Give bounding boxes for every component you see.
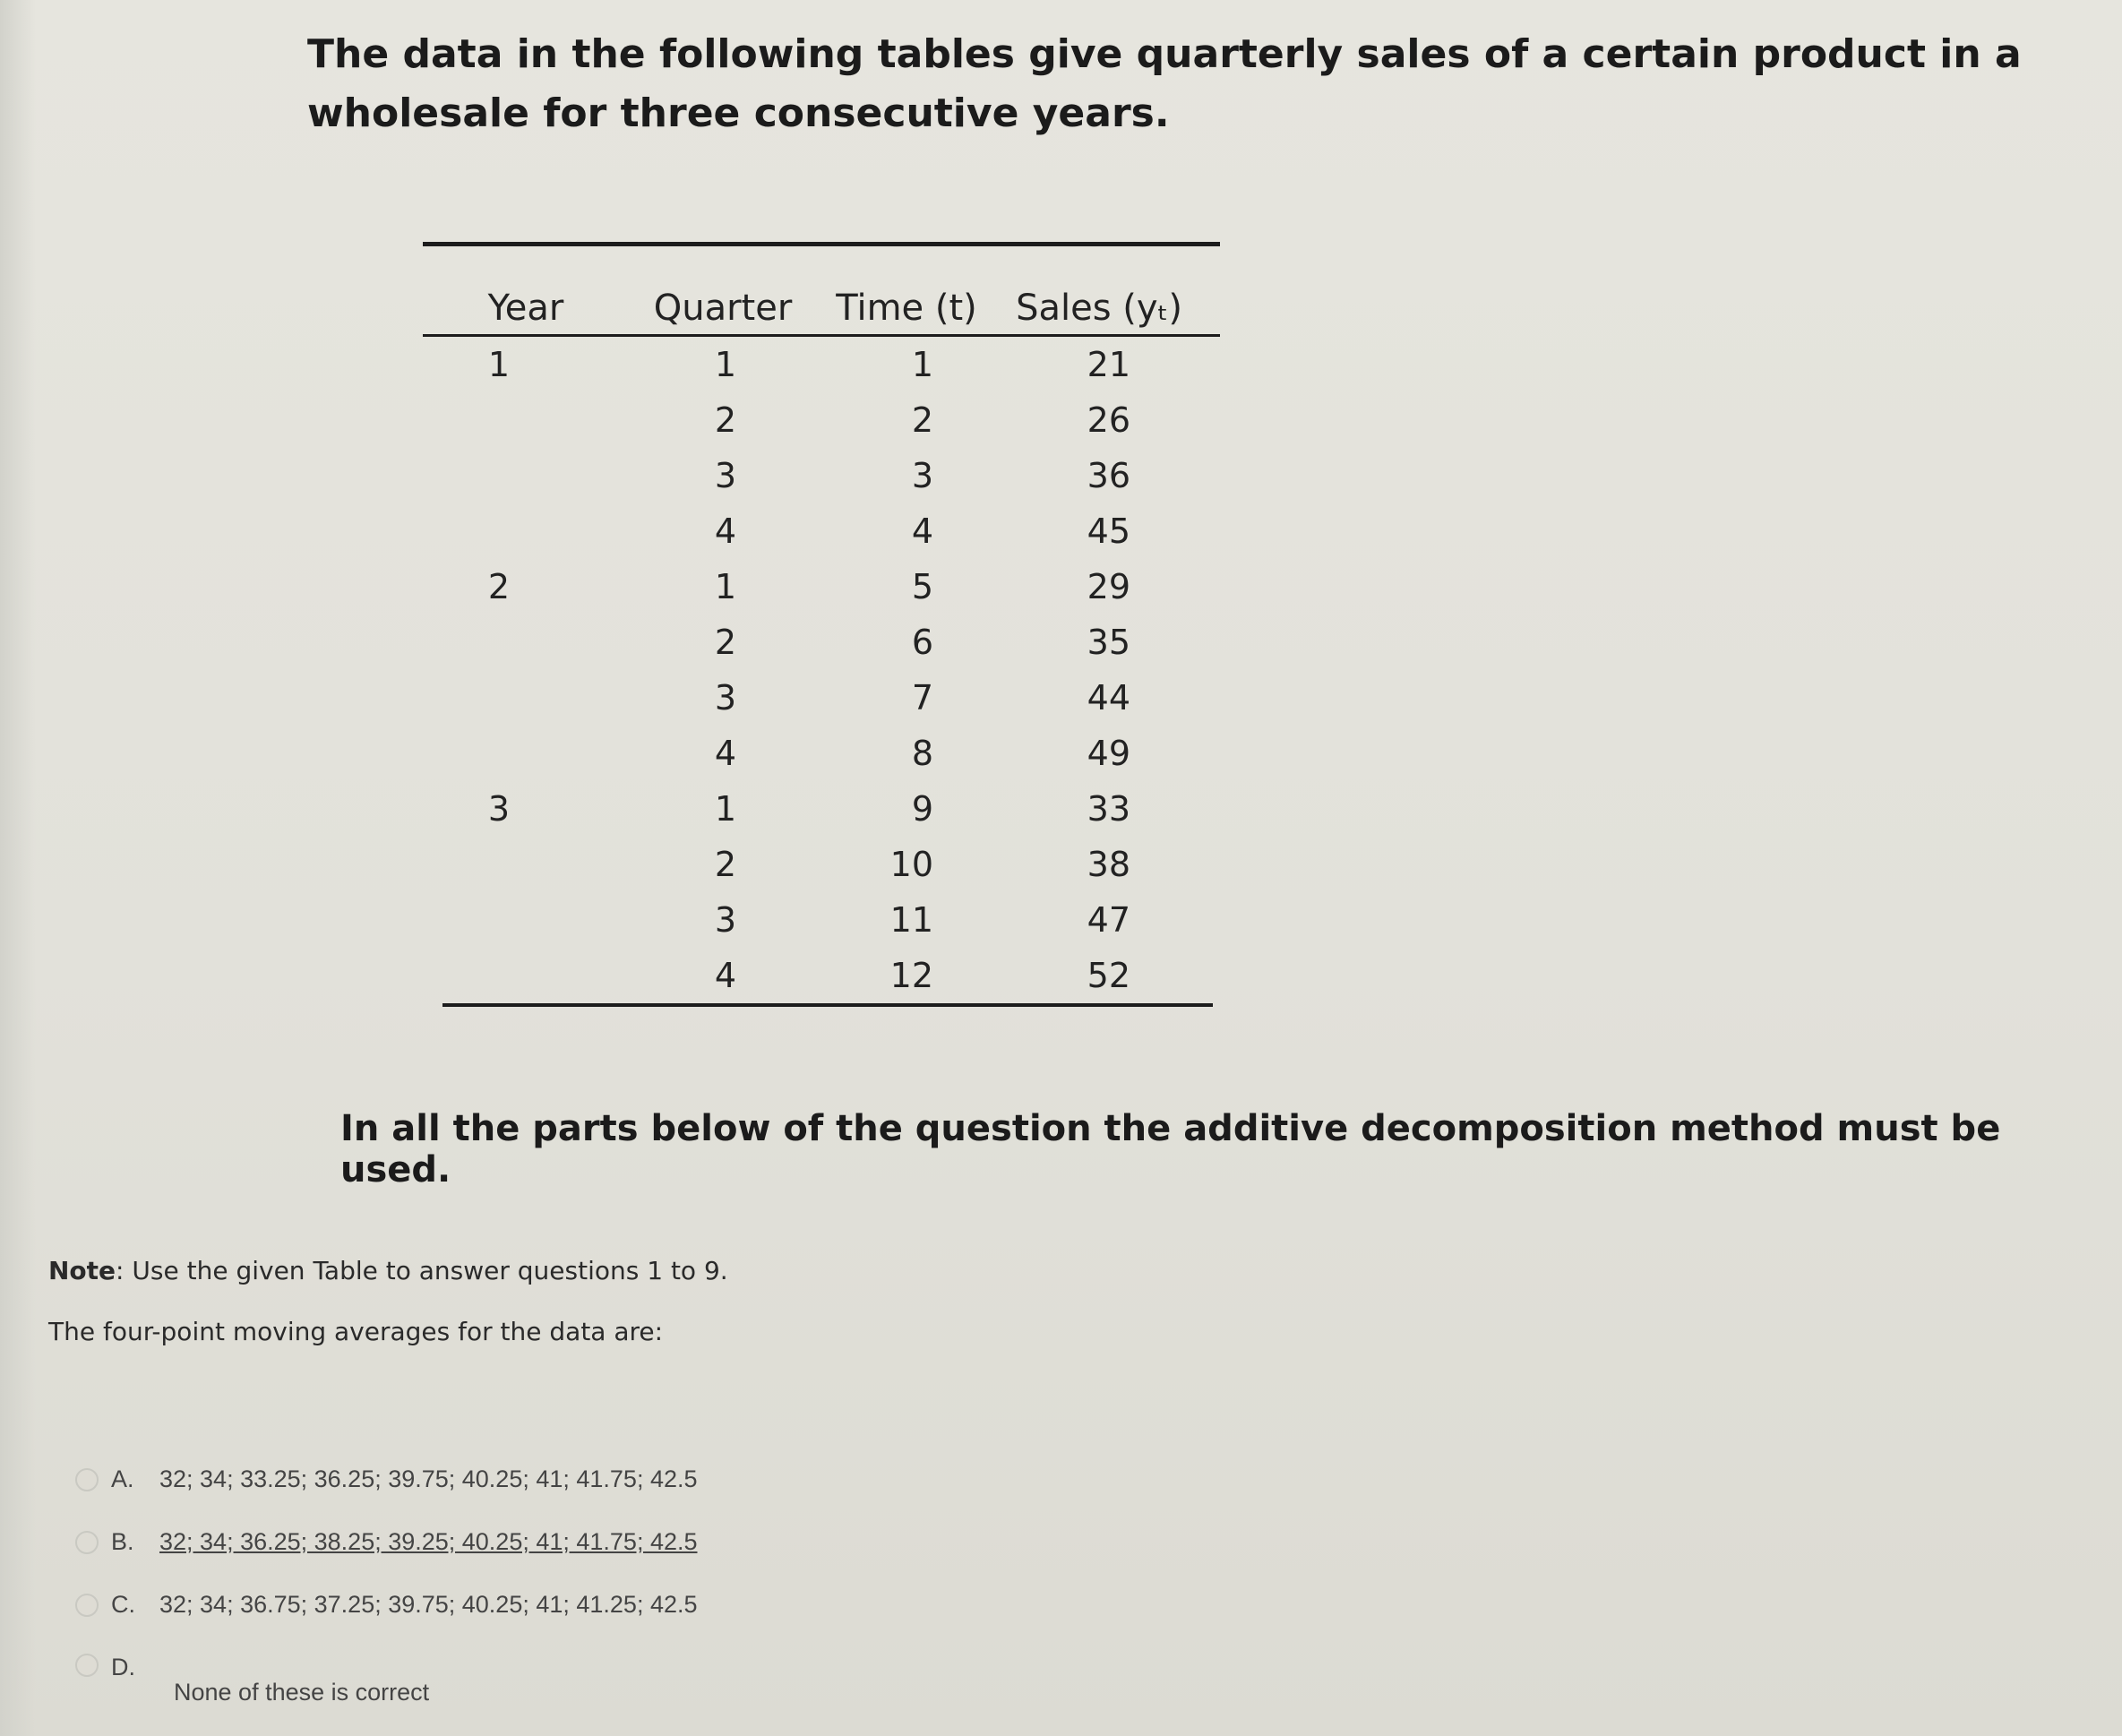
cell-quarter: 4 [714,511,736,551]
table-row [423,392,1220,448]
cell-time: 4 [911,511,933,551]
table-row [423,559,1220,614]
cell-time: 10 [889,845,933,884]
cell-time: 8 [911,734,933,773]
option-c[interactable] [75,1591,698,1619]
cell-quarter: 2 [714,400,736,440]
cell-quarter: 4 [714,956,736,995]
cell-sales: 49 [1087,734,1130,773]
table-header-row [423,279,1220,334]
cell-year: 2 [487,567,511,606]
cell-sales: 36 [1087,456,1130,495]
cell-time: 9 [911,789,933,829]
cell-sales: 45 [1087,511,1130,551]
cell-time: 5 [911,567,933,606]
cell-sales: 21 [1087,345,1130,384]
cell-quarter: 3 [714,456,736,495]
cell-sales: 44 [1087,678,1130,718]
cell-time: 6 [911,623,933,662]
table-bottom-rule [442,1003,1213,1007]
note-text [48,1256,728,1285]
cell-time: 2 [911,400,933,440]
cell-quarter: 3 [714,678,736,718]
table-top-rule [423,242,1220,246]
instruction-text: In all the parts below of the question the additive decomposition method must be used. [340,1108,2001,1190]
page-edge-shadow [0,0,36,1736]
cell-sales: 47 [1087,900,1130,940]
cell-year: 1 [487,345,511,384]
question-text: The four-point moving averages for the data are: [48,1317,664,1346]
option-b[interactable] [75,1528,698,1556]
table-row [423,781,1220,837]
cell-sales: 29 [1087,567,1130,606]
table-row [423,337,1220,392]
option-a-radio[interactable] [75,1468,99,1491]
intro-text: The data in the following tables give quarterly sales of a certain product in a wholesale for three consecutive years. [307,31,2022,136]
table-row [423,726,1220,781]
cell-sales: 35 [1087,623,1130,662]
cell-sales: 33 [1087,789,1130,829]
cell-quarter: 4 [714,734,736,773]
cell-quarter: 1 [714,345,736,384]
table-row [423,614,1220,670]
option-a[interactable] [75,1465,698,1493]
cell-time: 12 [889,956,933,995]
cell-sales: 38 [1087,845,1130,884]
cell-sales: 52 [1087,956,1130,995]
cell-time: 11 [889,900,933,940]
header-time: Time (t) [836,288,977,329]
option-a-text: 32; 34; 33.25; 36.25; 39.75; 40.25; 41; 41.75; 42.5 [159,1465,698,1492]
cell-quarter: 2 [714,623,736,662]
option-b-text: 32; 34; 36.25; 38.25; 39.25; 40.25; 41; 41.75; 42.5 [159,1528,698,1555]
note-body: : Use the given Table to answer questions 1 to 9. [116,1256,728,1285]
note-label: Note [48,1256,116,1285]
header-quarter: Quarter [653,288,793,329]
option-c-text: 32; 34; 36.75; 37.25; 39.75; 40.25; 41; 41.25; 42.5 [159,1591,698,1618]
cell-quarter: 1 [714,567,736,606]
option-b-radio[interactable] [75,1531,99,1554]
option-d-text: None of these is correct [174,1679,430,1706]
cell-time: 1 [911,345,933,384]
header-sales: Sales (yₜ) [1016,288,1182,329]
cell-year: 3 [487,789,511,829]
table-row [423,892,1220,948]
option-c-radio[interactable] [75,1594,99,1617]
table-row [423,448,1220,503]
cell-quarter: 3 [714,900,736,940]
cell-time: 7 [911,678,933,718]
header-year: Year [487,288,564,329]
option-a-letter: A. [111,1465,134,1492]
table-row [423,948,1220,1003]
cell-quarter: 1 [714,789,736,829]
option-d[interactable] [75,1654,429,1706]
cell-time: 3 [911,456,933,495]
table-body [423,337,1220,1003]
option-c-letter: C. [111,1591,135,1618]
table-row [423,837,1220,892]
option-d-letter: D. [111,1654,135,1680]
cell-sales: 26 [1087,400,1130,440]
option-b-letter: B. [111,1528,134,1555]
table-row [423,503,1220,559]
table-row [423,670,1220,726]
sales-table [423,242,1220,1007]
cell-quarter: 2 [714,845,736,884]
option-d-radio[interactable] [75,1654,99,1677]
